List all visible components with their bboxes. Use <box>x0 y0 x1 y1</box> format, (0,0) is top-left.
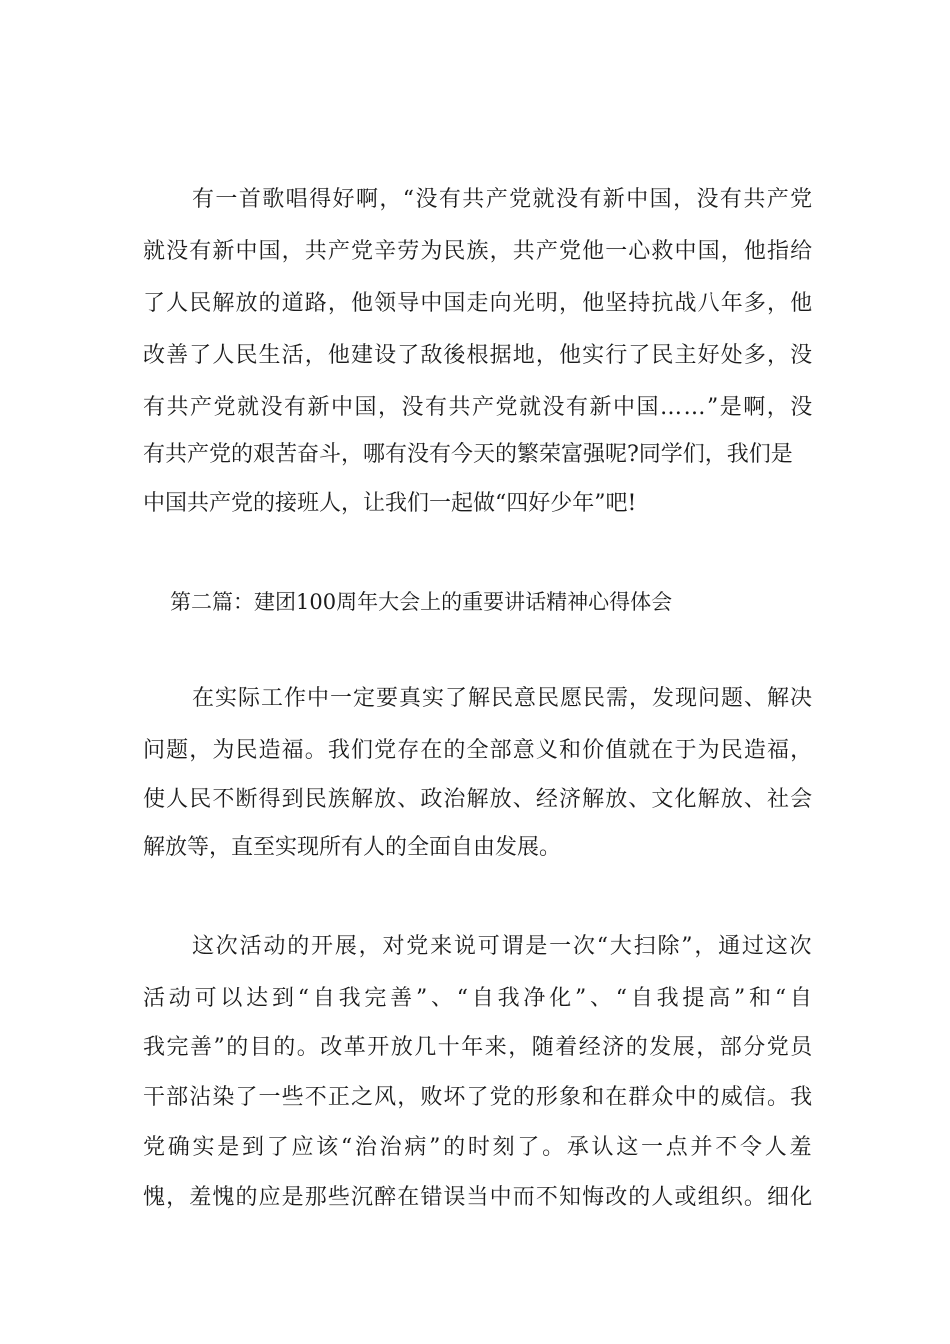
paragraph-line: 使人民不断得到民族解放、政治解放、经济解放、文化解放、社会 <box>143 787 814 812</box>
paragraph-line: 在实际工作中一定要真实了解民意民愿民需，发现问题、解决 <box>192 686 814 711</box>
paragraph-line: 活动可以达到“自我完善”、“自我净化”、“自我提高”和“自 <box>143 986 816 1011</box>
paragraph-line: 党确实是到了应该“治治病”的时刻了。承认这一点并不令人羞 <box>143 1135 815 1160</box>
paragraph-line: 问题，为民造福。我们党存在的全部意义和价值就在于为民造福， <box>143 738 814 763</box>
paragraph-line: 解放等，直至实现所有人的全面自由发展。 <box>143 835 562 860</box>
paragraph-line: 愧，羞愧的应是那些沉醉在错误当中而不知悔改的人或组织。细化 <box>143 1185 814 1210</box>
paragraph-line: 有一首歌唱得好啊，“没有共产党就没有新中国，没有共产党 <box>192 187 814 212</box>
paragraph-line: 我完善”的目的。改革开放几十年来，随着经济的发展，部分党员 <box>143 1035 814 1060</box>
paragraph-line: 中国共产党的接班人，让我们一起做“四好少年”吧! <box>143 491 637 516</box>
paragraph-line: 了人民解放的道路，他领导中国走向光明，他坚持抗战八年多，他 <box>143 291 814 316</box>
paragraph-line: 改善了人民生活，他建设了敌後根据地，他实行了民主好处多，没 <box>143 343 814 368</box>
paragraph-line: 就没有新中国，共产党辛劳为民族，共产党他一心救中国，他指给 <box>143 239 814 264</box>
paragraph-line: 有共产党的艰苦奋斗，哪有没有今天的繁荣富强呢?同学们，我们是 <box>143 442 793 467</box>
paragraph-line: 有共产党就没有新中国，没有共产党就没有新中国……”是啊，没 <box>143 395 814 420</box>
paragraph-line: 这次活动的开展，对党来说可谓是一次“大扫除”，通过这次 <box>192 934 814 959</box>
paragraph-line: 干部沾染了一些不正之风，败坏了党的形象和在群众中的威信。我 <box>143 1085 814 1110</box>
section-heading: 第二篇：建团100周年大会上的重要讲话精神心得体会 <box>170 590 673 614</box>
